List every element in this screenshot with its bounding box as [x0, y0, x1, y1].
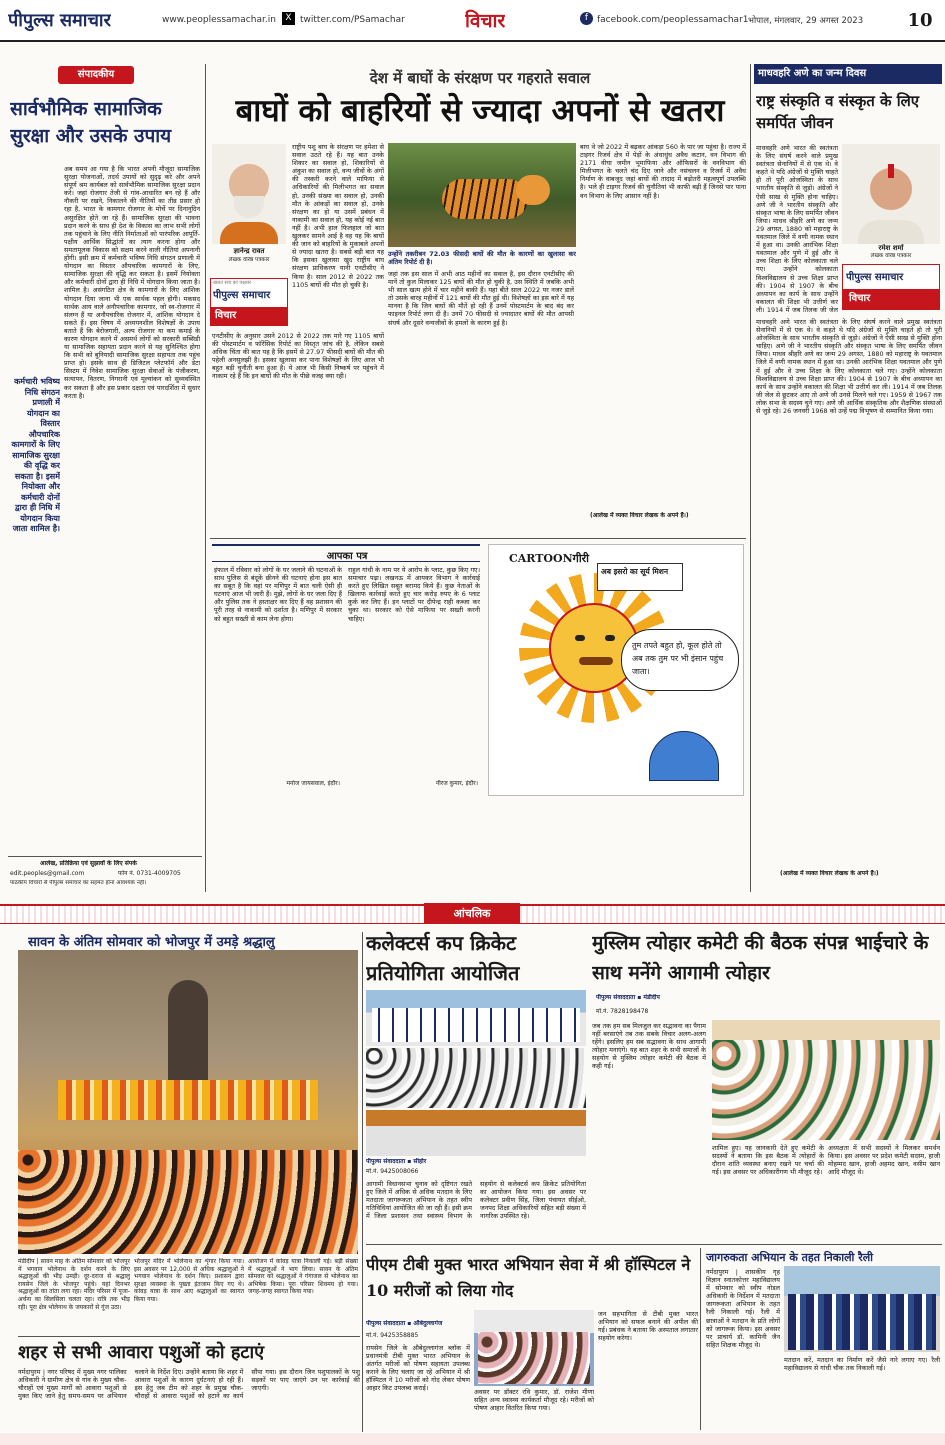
- cartoon-panel: [488, 544, 744, 796]
- editorial-title: सार्वभौमिक सामाजिक सुरक्षा और उसके उपाय: [10, 98, 172, 147]
- sidebar-portrait: [842, 144, 940, 244]
- tb-byline-place: औबेदुल्लागंज: [413, 1320, 443, 1327]
- cricket-body: आगामी विधानसभा चुनाव को दृष्टिगत रखते हुए जिले में अधिक से अधिक मतदान के लिए मतदाता जागरूकता अभियान के तहत स्वीप गतिविधियां आयोजित की जा रही हैं। इसी क्रम में जिला प्रशासन तथा स्वास्थ्य विभाग के सहयोग से कलेक्टर्स कप क्रिकेट प्रतियोगिता का आयोजन किया गया। इस अवसर पर कलेक्टर प्रवीण सिंह, जिला पंचायत सीईओ, जनपद शिक्षा अधिकारियों सहित बड़ी संख्या में नागरिक उपस्थित रहे।: [366, 1180, 586, 1221]
- facebook-link[interactable]: facebook.com/peoplessamachar1: [597, 15, 749, 25]
- column-rule-left: [205, 64, 206, 892]
- sidebar-portrait-tilak: [888, 164, 894, 178]
- muslim-byline: पीपुल्स संवाददाता ▪ मंडीदीप: [596, 994, 660, 1001]
- horoscope-section: [0, 1433, 945, 1445]
- editorial-tag: [58, 66, 134, 84]
- muslim-col1: जब तक हम सब मिलजुल कर सद्भावना का पैगाम नहीं बरसाएंगे तब तक सबके विचार अलग-अलग रहेंगे। इसलिए हम सब सद्भावना के साथ आगामी त्योहार मनाएंगे। यह बात शहर के सभी समाजों के सहयोग से मुस्लिम त्योहार कमेटी की बैठक में कही गई।: [592, 1022, 706, 1071]
- tb-group: [478, 1332, 590, 1384]
- masthead-bar: [0, 0, 945, 42]
- editorial-tag-label: संपादकीय: [77, 69, 115, 80]
- editorial-contact-note: पाठकीय विचारों से पीपुल्स समाचार का सहमत होना आवश्यक नहीं।: [10, 880, 147, 886]
- cricket-photo-crowd: [366, 1048, 586, 1108]
- cricket-byline-name: पीपुल्स संवाददाता: [366, 1158, 406, 1165]
- cricket-byline-place: सीहोर: [413, 1158, 427, 1165]
- muslim-headline: मुस्लिम त्योहार कमेटी की बैठक संपन्न भाईचारे के साथ मनेंगे आगामी त्योहार: [592, 932, 929, 984]
- savan-divider: [18, 1336, 360, 1337]
- sidebar-author-role: लेखक वरिष्ठ पत्रकार: [870, 253, 912, 259]
- tb-photo: [474, 1310, 594, 1386]
- facebook-icon: f: [580, 12, 593, 25]
- rally-headline: जागरुकता अभियान के तहत निकाली रैली: [706, 1251, 874, 1264]
- section-title: विचार: [465, 10, 506, 32]
- sidebar-logo-tag: विचार: [843, 289, 939, 309]
- cartoon-banner: अब इसरो का सूर्य मिशन: [601, 567, 669, 576]
- tb-top-rule: [366, 1244, 942, 1245]
- editorial-contact-title: आलेख, प्रतिक्रिया एवं सुझावों के लिए संपर्क: [40, 860, 137, 867]
- regional-tag: [424, 903, 520, 924]
- muslim-byline-name: पीपुल्स संवाददाता: [596, 994, 636, 1001]
- muslim-col2: शामिल हुए। यह जानकारी देते हुए कमेटी के सदस्यों ने बताया कि इस बैठक में त्योहारों के दौरान शांति व्यवस्था बनाए रखने पर चर्चा की गई। इस अवसर पर अधिकारीगण भी मौजूद रहे।: [712, 1144, 824, 1177]
- muslim-phone: मो.नं. 7828198478: [596, 1008, 649, 1015]
- cartoon-title: CARTOONगीरी: [509, 552, 590, 565]
- lead-logo-text: पीपुल्स समाचार: [213, 290, 271, 301]
- column-rule-right: [750, 64, 751, 892]
- sidebar-title: राष्ट्र संस्कृति व संस्कृत के लिए समर्पित जीवन: [756, 92, 920, 132]
- shivling: [168, 980, 208, 1090]
- speech-text: तुम तपते बहुत हो, कूल होते तो अब तक तुम पर भी इंसान पहुंच जाता।: [632, 641, 724, 676]
- savan-caption1: मंडीदीप | सावन माह के अंतिम सोमवार को भोजपुर में भगवान भोलेनाथ के दर्शन करने के लिए श्रद्धालुओं की भीड़ उमड़ी। दूर-दराज से श्रद्धालु रायसेन जिले के भोजपुर पहुंचे। यहां दिनभर श्रद्धालुओं का तांता लगा रहा। मंदिर परिसर में पूजा-अर्चना का सिलसिला चलता रहा। रात्रि तक भीड़ रही। पूरा क्षेत्र भोलेनाथ के जयकारों से गूंज उठा।: [18, 1258, 130, 1311]
- masthead-logo: पीपुल्स समाचार: [8, 10, 111, 31]
- twitter-icon: X: [282, 12, 295, 25]
- temple-photo: [18, 950, 358, 1254]
- cricket-byline: पीपुल्स संवाददाता ▪ सीहोर: [366, 1158, 427, 1165]
- letters-col1: इंफाल में रविवार को लोगों के घर जलाने की घटनाओं के साथ पुलिस से बंदूकें छीनने की घटनाएं होना इस बात का सबूत है कि वहां पर मणिपुर में बात चली ऐसी ही घटनाएं आज भी जारी हैं। मुझे, लोगों के घर जला दिए हैं और पुलिस तक ने हस्ताक्षर कर दिए हैं वह प्रशासन की पूरी तरह से नाकामी को दर्शाता है। मणिपुर में सरकार को बहुत सख्ती से काम लेना होगा।: [214, 566, 342, 623]
- author-beard: [234, 196, 264, 218]
- sidebar-header-label: माधवहरि अणे का जन्म दिवस: [758, 68, 867, 79]
- editorial-pullquote: कर्मचारी भविष्य निधि संगठन प्रणाली में योगदान का विस्तार औपचारिक कामगारों के लिए सामाजिक सुरक्षा की वृद्धि कर सकता है। इसमें नियोक्ता और कर्मचारी दोनों द्वारा ही निधि में योगदान किया जाता शामिल है।: [11, 376, 60, 533]
- sidebar-logo-box: [842, 264, 940, 310]
- rally-photo: [784, 1266, 940, 1352]
- author-shirt: [220, 222, 278, 244]
- tb-phone: मो.नं. 9425358885: [366, 1332, 419, 1339]
- lead-kicker: देश में बाघों के संरक्षण पर गहराते सवाल: [369, 69, 591, 87]
- cricket-photo-stage: [366, 1110, 586, 1156]
- sidebar-body: माधवहरि अणे भारत की स्वतंत्रता के लिए संघर्ष करने वाले प्रमुख स्वतंत्रता सेनानियों में से एक थे। वे कहते थे यदि अंग्रेजों से मुक्ति चाहते हो तो पूरी ओजस्विता के साथ भारतीय संस्कृति से जुड़ो। अंग्रेजों ने ऐसी साख से मुक्ति होना चाहिए। अणे जी ने भारतीय संस्कृति और संस्कृत भाषा के लिए समर्पित जीवन जिया। माधव श्रीहरि अणे का जन्म 29 अगस्त, 1880 को महाराष्ट्र के यवतमाल जिले में वणी नामक स्थान में हुआ था। उनकी आरंभिक शिक्षा यवतमाल और पुणे में हुई और वे उच्च शिक्षा के लिए कोलकाता चले गए। उन्होंने कोलकाता विश्वविद्यालय से उच्च शिक्षा प्राप्त की। 1904 से 1907 के बीच अध्यापन का कार्य के साथ उन्होंने वकालत की शिक्षा भी उत्तीर्ण कर ली। 1914 में जब तिलक जी जेल: [756, 144, 838, 314]
- lead-col3: जहां तक इस साल में अभी आठ महीनों का सवाल है, इस दौरान एनटीसीए की मानें तो कुल मिलाकर 125 बाघों की मौत हो चुकी है, उस स्थिति में जबकि अभी भी साल खत्म होने में चार महीने बाकी हैं। यहां बीते साल 2022 पर नजर डालें तो उसके बारह महीनों में 121 बाघों की मौत हुई थी। विशेषज्ञों का इस बारे में यह मानना है कि जिन बाघों की मौतें हो रही हैं उनमें पोस्टमार्टम के बाद बंद कर फाइनल रिपोर्ट लगा दी है। उनमें 70 फीसदी से ज्यादातर बाघों की मौत आपसी संघर्ष और दूसरे वन्यजीवों के हमलों के कारण हुई है।: [388, 270, 574, 327]
- lead-col1: राष्ट्रीय पशु बाघ के संरक्षण पर हमेशा से सवाल उठते रहे हैं। यह बात उनके शिकार का सवाल हो, शिकारियों से अंकुश का सवाल हो, वन्य जीवों के अंगों की तस्करी करने वाले माफिया से अधिकारियों की मिलीभगत का सवाल हो, उनकी संख्या का सवाल हो, उनकी मौत के आंकड़ों का सवाल हो, उनके संरक्षण का हो या उसमें प्रबंधन में नाकामी का सवाल हो, यह कोई नई बात नहीं है। अभी हाल फिलहाल जो बात खुलकर सामने आई है वह यह कि बाघों की जान को बाहरियों के मुकाबले अपनों से ज्यादा खतरा है। सबसे बड़ी बात यह कि इसका खुलासा खुद राष्ट्रीय बाघ संरक्षण प्राधिकरण यानी एनटीसीए ने किया है। साल 2012 से 2022 तक 1105 बाघों की मौत हो चुकी है।: [292, 143, 384, 289]
- website-link[interactable]: www.peoplessamachar.in: [162, 15, 276, 25]
- lead-logo-tagline: ख्यात सच का पक्षधर: [213, 280, 251, 286]
- sidebar-body-lower: माधवहरि अणे भारत की स्वतंत्रता के लिए संघर्ष करने वाले प्रमुख स्वतंत्रता सेनानियों में से एक थे। वे कहते थे यदि अंग्रेजों से मुक्ति चाहते हो तो पूरी ओजस्विता के साथ भारतीय संस्कृति से जुड़ो। अंग्रेजों ने ऐसी साख से मुक्ति होना चाहिए। अणे जी ने भारतीय संस्कृति और संस्कृत भाषा के लिए समर्पित जीवन जिया। माधव श्रीहरि अणे का जन्म 29 अगस्त, 1880 को महाराष्ट्र के यवतमाल जिले में वणी नामक स्थान में हुआ था। उनकी आरंभिक शिक्षा यवतमाल और पुणे में हुई और वे उच्च शिक्षा के लिए कोलकाता चले गए। उन्होंने कोलकाता विश्वविद्यालय से उच्च शिक्षा प्राप्त की। 1904 से 1907 के बीच अध्यापन का कार्य के साथ उन्होंने वकालत की शिक्षा भी उत्तीर्ण कर ली। 1914 में जब तिलक जी जेल से छूटकर आए तो अणे जी उनसे मिलने चले गए। 1959 से 1967 तक लोक सभा के सदस्य चुने गए। अणे जी आर्थिक संस्कृतिक और शैक्षणिक संस्थाओं से जुड़े रहे। 26 जनवरी 1968 को उन्हें पद्म विभूषण से सम्मानित किया गया।: [756, 318, 942, 416]
- letters-title-box: [212, 544, 480, 562]
- tb-byline: पीपुल्स संवाददाता ▪ औबेदुल्लागंज: [366, 1320, 443, 1327]
- earth-icon: [649, 731, 719, 781]
- editorial-contact-email[interactable]: edit.peoples@gmail.com: [10, 870, 85, 877]
- cricket-headline: कलेक्टर्स कप क्रिकेट प्रतियोगिता आयोजित: [366, 931, 520, 985]
- cattle-body: नर्मदापुरम | नगर परिषद में मुख्य नगर पालिका अधिकारी ने ग्रामीण क्षेत्र से गांव के मुख्य चौक-चौराहों एवं मुख्य मार्गों को आवारा पशुओं से मुक्त किए जाने हेतु समय-समय पर अभियान चलाने के निर्देश दिए। उन्होंने बताया कि शहर में आवारा पशुओं के कारण दुर्घटनाएं हो रही हैं। इस हेतु जब टीम को शहर के प्रमुख चौक-चौराहों से आवारा पशुओं को हटाने का कार्य सौंपा गया। इस दौरान जिन पशुपालकों के पशु सड़कों पर पाए जाएंगे उन पर कार्रवाई की जाएगी।: [18, 1368, 360, 1401]
- cricket-phone: मो.नं. 9425008066: [366, 1168, 419, 1175]
- tb-col2: अवसर पर डॉक्टर रवि कुमार, डॉ. राजेश मीणा सहित अन्य स्वास्थ्य कार्यकर्ता मौजूद रहे। मरीजों को पोषण आहार वितरित किया गया।: [474, 1388, 594, 1413]
- muslim-photo: [712, 1020, 940, 1140]
- savan-caption3: आयोजन में कांवड़ यात्रा निकाली गई। बड़ी संख्या में श्रद्धालुओं ने भाग लिया। सावन के अंतिम सोमवार को श्रद्धालुओं ने गंगाजल से भोलेनाथ का अभिषेक किया। पूरा परिसर शिवमय हो गया। जगह-जगह स्वागत किया गया।: [248, 1258, 358, 1296]
- editorial-divider: [8, 856, 202, 857]
- garland-decor: [58, 1080, 318, 1120]
- cattle-headline: शहर से सभी आवारा पशुओं को हटाएं: [18, 1342, 265, 1363]
- sun-mustache: [579, 657, 613, 665]
- speech-bubble: [621, 629, 739, 691]
- letters-col2: राहुल गांधी के नाम पर ये आरोप के प्लाट, कुछ किए गए। समाचार पढ़ा। लखनऊ में आयकर विभाग ने कार्रवाई करते हुए लिखित सबूत बरामद किये हैं। कुछ नेताओं के खिलाफ कार्रवाई करते हुए चार करोड़ रुपए के 6 प्लाट कुर्क कर लिए हैं। इन प्लाटों पर दीपेन्द्र राही कब्जा कर चुका था। सरकार को ऐसे माफिया पर सख्ती करनी चाहिए।: [348, 566, 480, 623]
- lead-logo-tag: विचार: [211, 307, 287, 325]
- tb-headline: पीएम टीबी मुक्त भारत अभियान सेवा में श्री हॉस्पिटल ने 10 मरीजों को लिया गोद: [366, 1255, 691, 1300]
- tiger-head: [516, 175, 550, 205]
- tb-byline-name: पीपुल्स संवाददाता: [366, 1320, 406, 1327]
- rally-rule: [700, 1248, 701, 1430]
- lead-note: (आलेख में व्यक्त विचार लेखक के अपने हैं।): [590, 512, 689, 519]
- sidebar-author-name: रमेश शर्मा: [878, 244, 904, 252]
- lead-author-role: लेखक वरिष्ठ पत्रकार: [228, 257, 270, 263]
- letters-top-rule: [210, 538, 746, 539]
- lead-logo-box: [210, 278, 288, 326]
- sun-eye-left: [575, 635, 585, 641]
- lead-col4: बाघ थे जो 2022 में बढ़कर आंकड़ा 560 के पार जा पहुंचा है। राज्य में टाइगर रिजर्व क्षेत्र में पेड़ों के अंधाधुंध अवैध कटान, वन विभाग की 2171 वीघा जमीन भूमाफिया और ऑफिसरों के वनविभाग की मिलीभगत के चलते चंद दिए जाने और नसंचलन व रिजर्व में अवैध निर्माण के वाबजूद जहां बाघों की तादाद में बढ़ोतरी महत्वपूर्ण उपलब्धि है। भले ही टाइगर रिजर्व की चुनौतियां भी काफी बढ़ी हैं जिनसे पार पाना वन विभाग के लिए आसान नहीं है।: [580, 143, 746, 200]
- sidebar-note: (आलेख में व्यक्त विचार लेखक के अपने हैं।): [780, 870, 879, 877]
- cartoon-banner-box: [597, 563, 683, 591]
- author-portrait: [212, 144, 286, 244]
- muslim-byline-place: मंडीदीप: [643, 994, 660, 1001]
- dateline: भोपाल, मंगलवार, 29 अगस्त 2023: [748, 16, 864, 26]
- column-rule-regional: [362, 932, 363, 1432]
- twitter-link[interactable]: twitter.com/PSamachar: [300, 15, 405, 25]
- savan-headline: सावन के अंतिम सोमवार को भोजपुर में उमड़े श्रद्धालु: [28, 935, 275, 950]
- cricket-players-row: [372, 1008, 580, 1042]
- regional-tag-label: आंचलिक: [453, 907, 491, 920]
- sidebar-header: [754, 64, 942, 84]
- editorial-contact-phone: फोन नं. 0731-4009705: [118, 870, 181, 877]
- muslim-crowd: [712, 1040, 940, 1140]
- tiger-caption: उन्होंने तकरीबन 72.03 फीसदी बाघों की मौत के कारणों का खुलासा कर अंतिम रिपोर्ट दी है।: [388, 250, 576, 267]
- savan-caption2: भोजपुर मंदिर में भोलेनाथ का शृंगार किया गया। इस अवसर पर 12,000 से अधिक श्रद्धालुओं ने भगवान भोलेनाथ के दर्शन किए। प्रशासन द्वारा सुरक्षा व्यवस्था के पुख्ता इंतजाम किए गए थे। कांवड़ यात्रा के साथ आए श्रद्धालुओं का स्वागत किया गया।: [134, 1258, 244, 1303]
- devotee-crowd: [18, 1150, 358, 1254]
- editorial-body: अब समय आ गया है कि भारत अपनी मौजूदा सामाजिक सुरक्षा योजनाओं, तदर्थ उपायों को सुदृढ़ करे और अपने संपूर्ण श्रम कार्यबल को सार्वभौमिक सामाजिक सुरक्षा प्रदान करे। जहां रोजगार तेजी से गांव-आधारित बन रहे हैं और नौकरी पर रखने, निकालने की नीतियों का तीव्र प्रसार हो रहा है, भारत के कामगार रोजगार के मोर्चे पर दिनानुदिन असुरक्षित होते जा रहे हैं। सामाजिक सुरक्षा की भावना प्रदान करने के साथ ही देश के विकास का लाभ सभी लोगों तक पहुंचाने के लिए नीति निर्माताओं को पारंपरिक आपूर्ति-पक्षीय आर्थिक सिद्धांतों का त्याग करना होगा और समतामूलक विकास को सक्षम करने वाली नीतियां अपनानी होंगी। इसी क्रम में कर्मचारी भविष्य निधि संगठन प्रणाली में योगदान का विस्तार औपचारिक कामगारों के लिए, सामाजिक सुरक्षा की वृद्धि कर सकता है। इसमें नियोक्ता और कर्मचारी दोनों द्वारा ही निधि में योगदान किया जाता है। शामिल है। असंगठित क्षेत्र के कामगारों के लिए आंशिक योगदान दिया जाना भी एक सार्थक पहल होगी। मकसद सार्थक आय वाले अनौपचारिक कामगार, जो स्व-रोजगार में संलग्न हैं या अनौपचारिक रोजगार में, आंशिक योगदान दे सकते हैं। इस विषय में अध्ययनशील विशेषज्ञों के उपाय बताते हैं कि बेरोजगारी, अल्प रोजगार या कम कमाई के कारण योगदान करने में असमर्थ लोगों को सरकारी सब्सिडी या सामाजिक सहायता प्रदान करने से यह सुनिश्चित होगा कि सभी को बुनियादी सामाजिक सुरक्षा सहायता तक पहुंच प्राप्त हो। इसके साथ ही डिजिटल प्लेटफॉर्म और डेटा सिस्टम में निवेश सामाजिक सुरक्षा सेवाओं के पंजीकरण, सत्यापन, वितरण, निगरानी एवं मूल्यांकन को सुव्यवस्थित कर सकता है और इस प्रकार दक्षता एवं पारदर्शिता में सुधार करता है।: [64, 165, 200, 400]
- sidebar-logo-text: पीपुल्स समाचार: [846, 272, 904, 283]
- letters-sign1: मनोज जायसवाल, इंदौर।: [286, 780, 340, 787]
- tiger-body: [442, 179, 528, 219]
- rally-body2: मतदान करें, मतदान का निर्माण करें जैसे नारे लगाए गए। रैली महाविद्यालय से गांधी चौक तक निकाली गई।: [784, 1356, 940, 1373]
- tb-col3: जन सहभागिता से टीबी मुक्त भारत अभियान को सफल बनाने की अपील की गई। प्रबंधक ने बताया कि अस्पताल लगातार सहयोग करेगा।: [598, 1310, 698, 1343]
- lead-headline: बाघों को बाहरियों से ज्यादा अपनों से खतरा: [235, 93, 725, 129]
- tb-col1: रायसेन जिले के औबेदुल्लागंज ब्लॉक में प्रधानमंत्री टीबी मुक्त भारत अभियान के अंतर्गत मरीजों को पोषण सहायता उपलब्ध कराने के लिए चलाए जा रहे अभियान में श्री हॉस्पिटल ने 10 मरीजों को गोद लेकर पोषण आहार किट उपलब्ध कराई।: [366, 1344, 470, 1393]
- lead-col1b: एनटीसीए के अनुसार उसने 2012 से 2022 तक मारे गए 1105 बाघों की पोस्टमार्टम व फॉरेंसिक रिपोर्ट का विस्तृत जांच की है, लेकिन सबसे अधिक चिंता की बात यह है कि इसमें से 27.97 फीसदी बाघों की मौत की पहेली अनसुलझी है। इसका खुलासा कर पाना विशेषज्ञों के लिए आज भी बहुत बड़ी चुनौती बना हुआ है। ये आज भी किसी निष्कर्ष पर पहुंचने में नाकाम रहे हैं कि इन बाघों की मौत के पीछे वजह क्या रही।: [212, 332, 384, 381]
- tiger-photo: [388, 143, 576, 247]
- rally-students: [788, 1294, 936, 1350]
- page-number: 10: [907, 10, 933, 31]
- sun-eye-right: [605, 635, 615, 641]
- rally-body: नर्मदापुरम | शासकीय गृह विज्ञान स्नातकोत्तर महाविद्यालय में सोमवार को स्वीप नोडल अधिकारी के निर्देशन में मतदाता जागरूकता अभियान के तहत रैली निकाली गई। रैली में छात्राओं ने मतदान के प्रति लोगों को जागरूक किया। इस अवसर पर प्राचार्य डॉ. कामिनी जैन सहित शिक्षक मौजूद थे।: [706, 1268, 780, 1349]
- muslim-col3: अध्यक्षता में सभी सदस्यों ने मिलकर समर्थन किया। इस अवसर पर प्रदेश कमेटी सदस्य, हाजी मोहम्मद खान, हाजी अहमद खान, वसीम खान आदि मौजूद थे।: [828, 1144, 940, 1177]
- letters-sign2: नीरज कुमार, इंदौर।: [435, 780, 478, 787]
- sidebar-portrait-shirt: [858, 220, 924, 244]
- lead-author-name: ज्ञानेन्द्र रावत: [233, 247, 265, 255]
- cricket-photo-group: [366, 990, 586, 1046]
- letters-title: आपका पत्र: [326, 551, 368, 562]
